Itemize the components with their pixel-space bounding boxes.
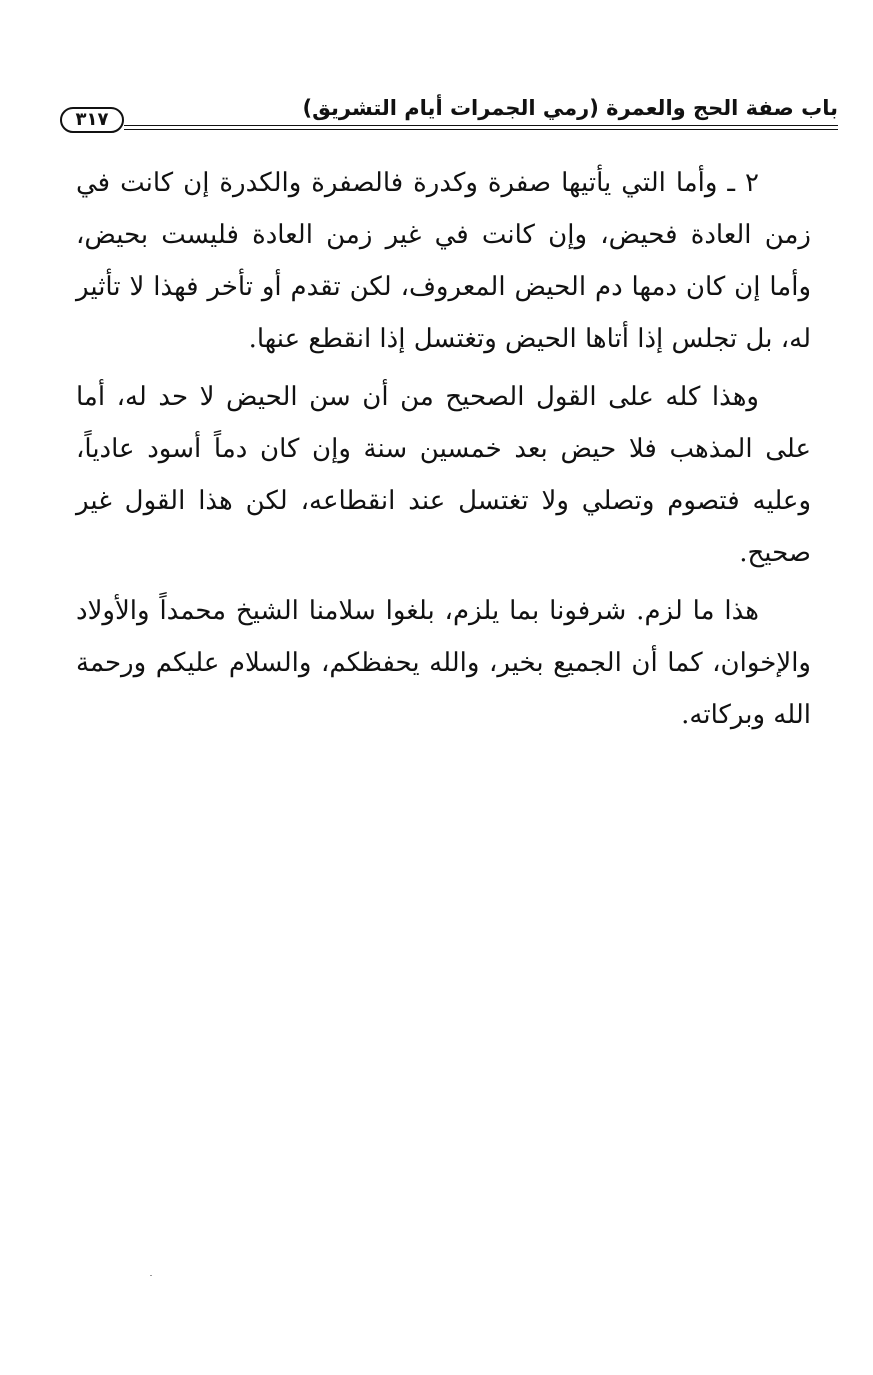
header-rule-bottom [124,129,838,130]
page-number: ٣١٧ [60,107,124,133]
paragraph: هذا ما لزم. شرفونا بما يلزم، بلغوا سلامنا الشيخ محمداً والأولاد والإخوان، كما أن الجميع بخير، والله يحفظكم، والسلام عليكم ورحمة الله وبركاته. [76,596,811,730]
chapter-title: باب صفة الحج والعمرة (رمي الجمرات أيام التشريق) [302,96,838,120]
paragraph: ٢ ـ وأما التي يأتيها صفرة وكدرة فالصفرة والكدرة إن كانت في زمن العادة فحيض، وإن كانت في غير زمن العادة فليست بحيض، وأما إن كان دمها دم الحيض المعروف، لكن تقدم أو تأخر فهذا لا تأثير له، بل تجلس إذا أتاها الحيض وتغتسل إذا انقطع عنها. [76,168,811,354]
header-rule-top [124,125,838,126]
paragraph: وهذا كله على القول الصحيح من أن سن الحيض لا حد له، أما على المذهب فلا حيض بعد خمسين سنة وإن كان دماً أسود عادياً، وعليه فتصوم وتصلي ولا تغتسل عند انقطاعه، لكن هذا القول غير صحيح. [76,382,811,568]
body-text [76,157,811,741]
running-header [58,92,838,152]
scan-speck [150,1275,152,1276]
